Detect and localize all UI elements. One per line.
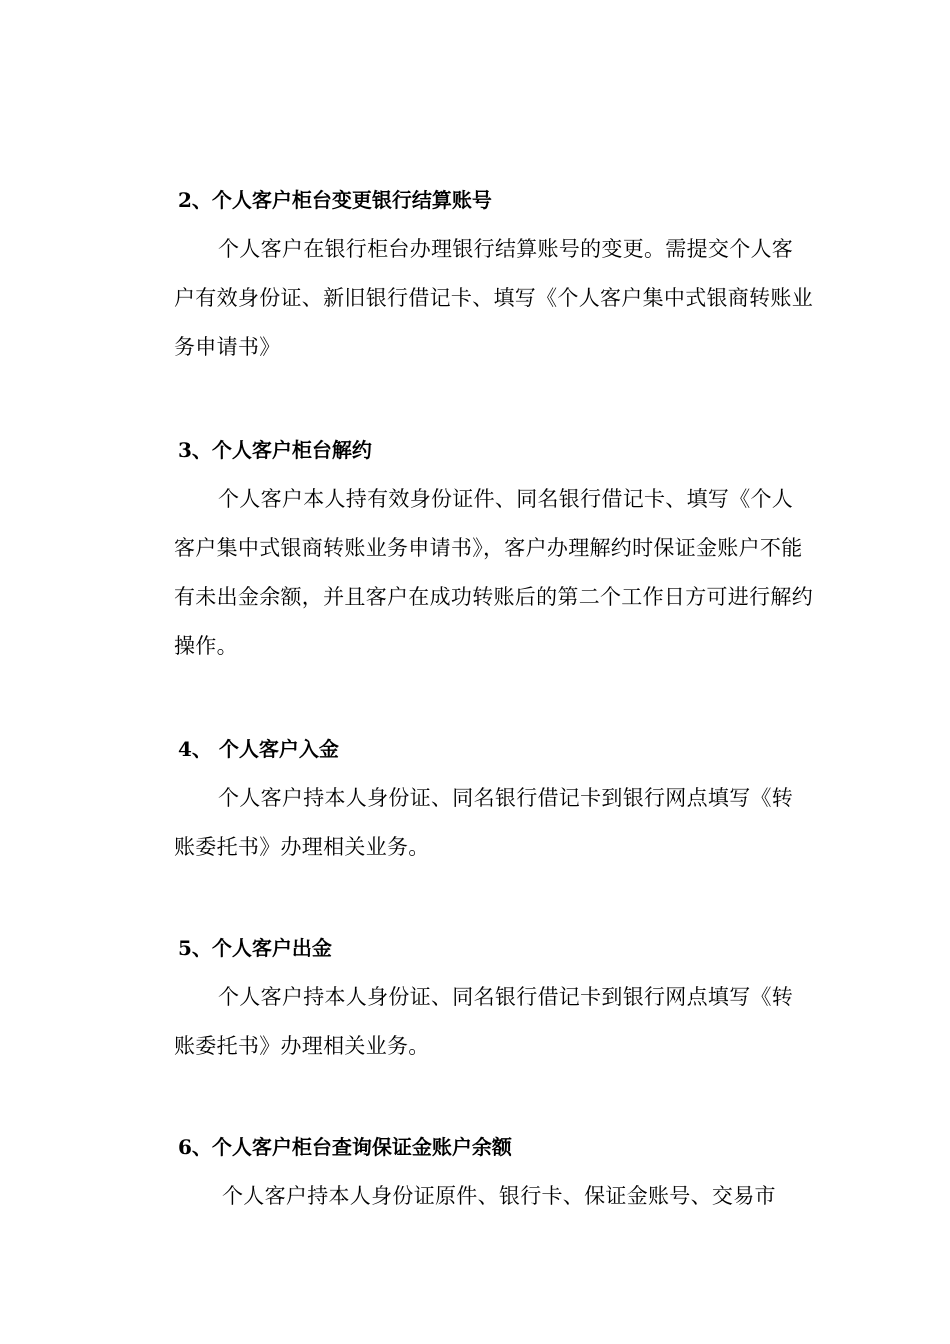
section-heading-change-account: 2、个人客户柜台变更银行结算账号 — [178, 188, 492, 212]
section-body-change-account: 个人客户在银行柜台办理银行结算账号的变更。需提交个人客户有效身份证、新旧银行借记卡、填写《个人客户集中式银商转账业务申请书》 — [174, 237, 813, 359]
section-heading-deposit: 4、 个人客户入金 — [178, 737, 339, 761]
section-body-termination: 个人客户本人持有效身份证件、同名银行借记卡、填写《个人客户集中式银商转账业务申请书》，客户办理解约时保证金账户不能有未出金余额，并且客户在成功转账后的第二个工作日方可进行解约操作。 — [174, 487, 813, 658]
section-body-withdrawal: 个人客户持本人身份证、同名银行借记卡到银行网点填写《转账委托书》办理相关业务。 — [174, 985, 794, 1058]
section-body-balance-query: 个人客户持本人身份证原件、银行卡、保证金账号、交易市 — [222, 1184, 776, 1208]
section-body-deposit: 个人客户持本人身份证、同名银行借记卡到银行网点填写《转账委托书》办理相关业务。 — [174, 786, 794, 859]
section-heading-balance-query: 6、个人客户柜台查询保证金账户余额 — [178, 1135, 512, 1159]
section-heading-withdrawal: 5、个人客户出金 — [178, 936, 332, 960]
section-heading-termination: 3、个人客户柜台解约 — [178, 438, 372, 462]
